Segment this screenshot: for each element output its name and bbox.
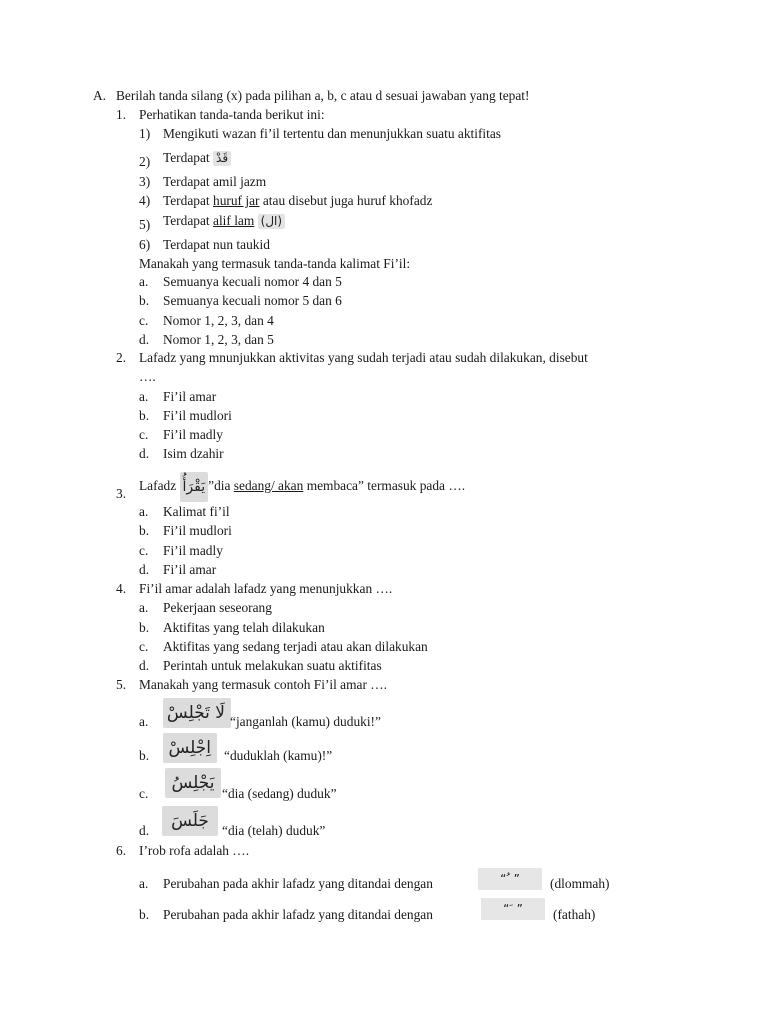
option-text[interactable]: “duduklah (kamu)!” bbox=[224, 748, 333, 763]
option-label[interactable]: b. bbox=[139, 523, 150, 538]
option-arabic[interactable] bbox=[163, 698, 231, 728]
q2-number: 2. bbox=[116, 350, 127, 365]
option-text[interactable]: “dia (telah) duduk” bbox=[222, 823, 326, 838]
option-text[interactable]: “dia (sedang) duduk” bbox=[222, 786, 337, 801]
q1-sign: 6) bbox=[139, 237, 151, 252]
option-label[interactable]: b. bbox=[139, 620, 150, 635]
q1-sign-text: Terdapat nun taukid bbox=[163, 237, 270, 252]
arabic-la-tajlis: لَا تَجْلِسْ bbox=[163, 698, 231, 728]
option-arabic[interactable] bbox=[162, 806, 218, 836]
q5-number: 5. bbox=[116, 677, 127, 692]
option-label[interactable]: c. bbox=[139, 313, 149, 328]
option-text[interactable]: “janganlah (kamu) duduki!” bbox=[230, 714, 381, 729]
q1-sign-text: Terdapat قَدْ bbox=[163, 150, 231, 166]
option-label[interactable]: b. bbox=[139, 408, 150, 423]
option-label[interactable]: d. bbox=[139, 823, 150, 838]
arabic-jalasa: جَلَسَ bbox=[162, 806, 218, 836]
q1-number: 1. bbox=[116, 107, 127, 122]
arabic-ijlis: اِجْلِسْ bbox=[163, 733, 217, 763]
option-label[interactable]: a. bbox=[139, 504, 149, 519]
option-label[interactable]: c. bbox=[139, 427, 149, 442]
arabic-qad: قَدْ bbox=[213, 151, 231, 166]
q1-sign-text: Terdapat alif lam (ال) bbox=[163, 213, 285, 229]
option-text[interactable]: Isim dzahir bbox=[163, 446, 224, 461]
option-label[interactable]: d. bbox=[139, 562, 150, 577]
q2-stem: Lafadz yang mnunjukkan aktivitas yang sudah terjadi atau sudah dilakukan, disebut bbox=[139, 350, 588, 365]
q1-sign: 1) bbox=[139, 126, 151, 141]
option-text[interactable]: Perubahan pada akhir lafadz yang ditandai dengan bbox=[163, 876, 433, 891]
option-text[interactable]: Kalimat fi’il bbox=[163, 504, 230, 519]
q3-number: 3. bbox=[116, 486, 127, 501]
option-arabic[interactable] bbox=[165, 768, 221, 798]
section-label: A. bbox=[93, 88, 107, 103]
option-label[interactable]: a. bbox=[139, 274, 149, 289]
option-text[interactable]: Fi’il amar bbox=[163, 389, 217, 404]
q1-sign: 5) bbox=[139, 217, 151, 232]
dlommah-mark: “ ُ ” bbox=[478, 868, 542, 890]
option-label[interactable]: c. bbox=[139, 543, 149, 558]
fathah-mark: “ َ ” bbox=[481, 898, 545, 920]
option-label[interactable]: a. bbox=[139, 389, 149, 404]
option-label[interactable]: c. bbox=[139, 639, 149, 654]
option-label[interactable]: a. bbox=[139, 600, 149, 615]
option-label[interactable]: a. bbox=[139, 714, 149, 729]
option-label[interactable]: b. bbox=[139, 748, 150, 763]
option-text[interactable]: Fi’il madly bbox=[163, 543, 223, 558]
q6-stem: I’rob rofa adalah …. bbox=[139, 843, 250, 858]
option-text[interactable]: Fi’il madly bbox=[163, 427, 223, 442]
option-text[interactable]: Fi’il mudlori bbox=[163, 408, 232, 423]
q1-sign: 4) bbox=[139, 193, 151, 208]
q4-number: 4. bbox=[116, 581, 127, 596]
option-label[interactable]: d. bbox=[139, 446, 150, 461]
q1-sign-text: Terdapat amil jazm bbox=[163, 174, 267, 189]
option-text[interactable]: Pekerjaan seseorang bbox=[163, 600, 272, 615]
option-label[interactable]: b. bbox=[139, 907, 150, 922]
option-text[interactable]: Semuanya kecuali nomor 5 dan 6 bbox=[163, 293, 342, 308]
q3-stem: Lafadz يَقْرَأُ ”dia sedang/ akan membaca” termasuk pada …. bbox=[139, 472, 465, 502]
q4-stem: Fi’il amar adalah lafadz yang menunjukkan …. bbox=[139, 581, 393, 596]
option-text[interactable]: Fi’il amar bbox=[163, 562, 217, 577]
option-text[interactable]: Nomor 1, 2, 3, dan 5 bbox=[163, 332, 274, 347]
option-text[interactable]: Semuanya kecuali nomor 4 dan 5 bbox=[163, 274, 342, 289]
option-text[interactable]: Perubahan pada akhir lafadz yang ditandai dengan bbox=[163, 907, 433, 922]
option-label[interactable]: c. bbox=[139, 786, 149, 801]
q1-stem: Perhatikan tanda-tanda berikut ini: bbox=[139, 107, 325, 122]
option-mark-name: (dlommah) bbox=[550, 876, 610, 891]
option-text[interactable]: Nomor 1, 2, 3, dan 4 bbox=[163, 313, 274, 328]
option-text[interactable]: Aktifitas yang sedang terjadi atau akan dilakukan bbox=[163, 639, 428, 654]
option-text[interactable]: Aktifitas yang telah dilakukan bbox=[163, 620, 325, 635]
arabic-yaqrau: يَقْرَأُ bbox=[180, 472, 209, 502]
option-text[interactable]: Fi’il mudlori bbox=[163, 523, 232, 538]
option-text[interactable]: Perintah untuk melakukan suatu aktifitas bbox=[163, 658, 382, 673]
q1-sign: 3) bbox=[139, 174, 151, 189]
q1-sign-text: Mengikuti wazan fi’il tertentu dan menunjukkan suatu aktifitas bbox=[163, 126, 502, 141]
q1-sign: 2) bbox=[139, 154, 151, 169]
arabic-alif-lam: (ال) bbox=[258, 214, 285, 229]
option-label[interactable]: d. bbox=[139, 332, 150, 347]
option-label[interactable]: d. bbox=[139, 658, 150, 673]
option-mark-name: (fathah) bbox=[553, 907, 596, 922]
option-label[interactable]: a. bbox=[139, 876, 149, 891]
section-instruction: Berilah tanda silang (x) pada pilihan a, b, c atau d sesuai jawaban yang tepat! bbox=[116, 88, 530, 103]
q1-sign-text: Terdapat huruf jar atau disebut juga huruf khofadz bbox=[163, 193, 433, 208]
option-label[interactable]: b. bbox=[139, 293, 150, 308]
q6-number: 6. bbox=[116, 843, 127, 858]
q5-stem: Manakah yang termasuk contoh Fi’il amar …. bbox=[139, 677, 388, 692]
q1-question: Manakah yang termasuk tanda-tanda kalimat Fi’il: bbox=[139, 256, 411, 271]
arabic-yajlisu: يَجْلِسُ bbox=[165, 768, 221, 798]
q2-stem-cont: …. bbox=[139, 369, 156, 384]
option-arabic[interactable] bbox=[163, 733, 217, 763]
